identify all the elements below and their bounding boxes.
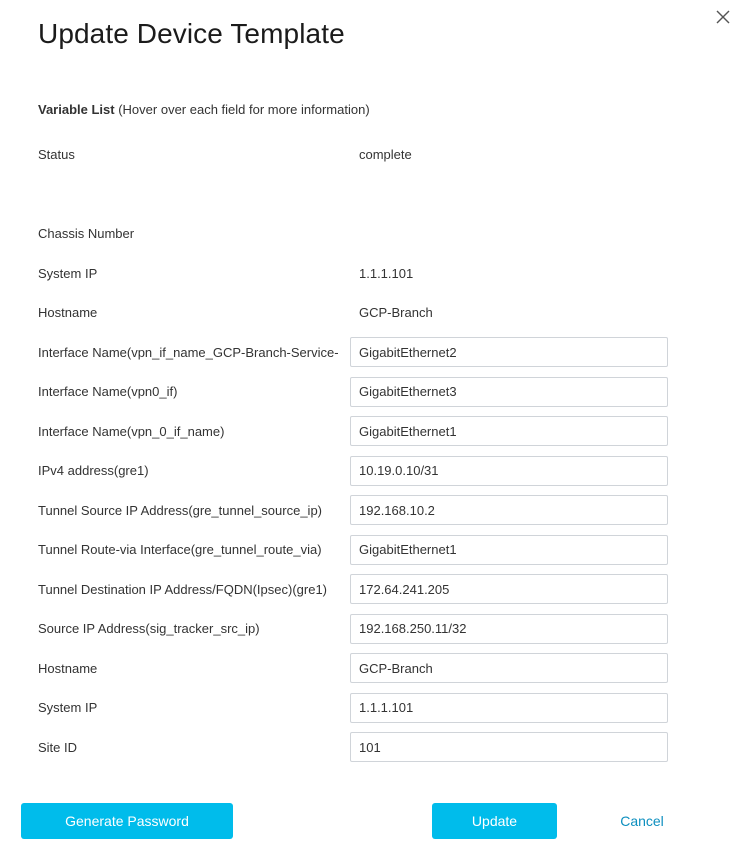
- form-row: [0, 214, 752, 254]
- variable-list-hint: (Hover over each field for more information): [118, 102, 370, 117]
- form-row: [0, 609, 752, 649]
- field-input[interactable]: [350, 732, 668, 762]
- form-row: [0, 135, 752, 175]
- field-input[interactable]: [350, 495, 668, 525]
- field-label: Hostname: [38, 305, 98, 321]
- page-title: Update Device Template: [38, 18, 345, 49]
- field-value: GCP-Branch: [359, 305, 433, 321]
- form-row-spacer: [0, 175, 752, 215]
- form-row: [0, 728, 752, 768]
- field-input[interactable]: [350, 535, 668, 565]
- field-label: Site ID: [38, 739, 78, 755]
- form-row: [0, 688, 752, 728]
- field-input[interactable]: [350, 574, 668, 604]
- generate-password-button[interactable]: Generate Password: [21, 803, 233, 839]
- variable-form: [0, 135, 752, 767]
- field-input[interactable]: [350, 693, 668, 723]
- form-row: [0, 649, 752, 689]
- field-label: Interface Name(vpn0_if): [38, 384, 178, 400]
- form-row: [0, 372, 752, 412]
- form-row: [0, 570, 752, 610]
- form-row: [0, 254, 752, 294]
- field-label: Status: [38, 147, 75, 163]
- field-label: Source IP Address(sig_tracker_src_ip): [38, 621, 260, 637]
- form-row: [0, 451, 752, 491]
- field-label: System IP: [38, 265, 98, 281]
- dialog-footer: [0, 803, 752, 839]
- field-input[interactable]: [350, 377, 668, 407]
- form-row: [0, 412, 752, 452]
- field-label: Tunnel Route-via Interface(gre_tunnel_route_via): [38, 542, 322, 558]
- field-value: complete: [359, 147, 412, 163]
- field-value: 1.1.1.101: [359, 265, 414, 281]
- form-row: [0, 530, 752, 570]
- close-icon-glyph: [715, 9, 731, 25]
- field-input[interactable]: [350, 337, 668, 367]
- field-input[interactable]: [350, 653, 668, 683]
- field-label: Tunnel Source IP Address(gre_tunnel_source_ip): [38, 502, 323, 518]
- cancel-button[interactable]: Cancel: [597, 803, 687, 839]
- field-input[interactable]: [350, 614, 668, 644]
- field-label: Hostname: [38, 660, 98, 676]
- field-label: Interface Name(vpn_if_name_GCP-Branch-Service-: [38, 344, 339, 360]
- field-input[interactable]: [350, 416, 668, 446]
- form-row: [0, 293, 752, 333]
- close-icon[interactable]: [710, 4, 736, 30]
- field-label: Tunnel Destination IP Address/FQDN(Ipsec)(gre1): [38, 581, 328, 597]
- field-label: Chassis Number: [38, 226, 135, 242]
- form-row: [0, 333, 752, 373]
- field-label: Interface Name(vpn_0_if_name): [38, 423, 225, 439]
- update-button[interactable]: Update: [432, 803, 557, 839]
- form-row: [0, 491, 752, 531]
- variable-list-label: Variable List: [38, 102, 115, 117]
- field-label: IPv4 address(gre1): [38, 463, 149, 479]
- field-input[interactable]: [350, 456, 668, 486]
- field-label: System IP: [38, 700, 98, 716]
- variable-list-header: [38, 102, 370, 117]
